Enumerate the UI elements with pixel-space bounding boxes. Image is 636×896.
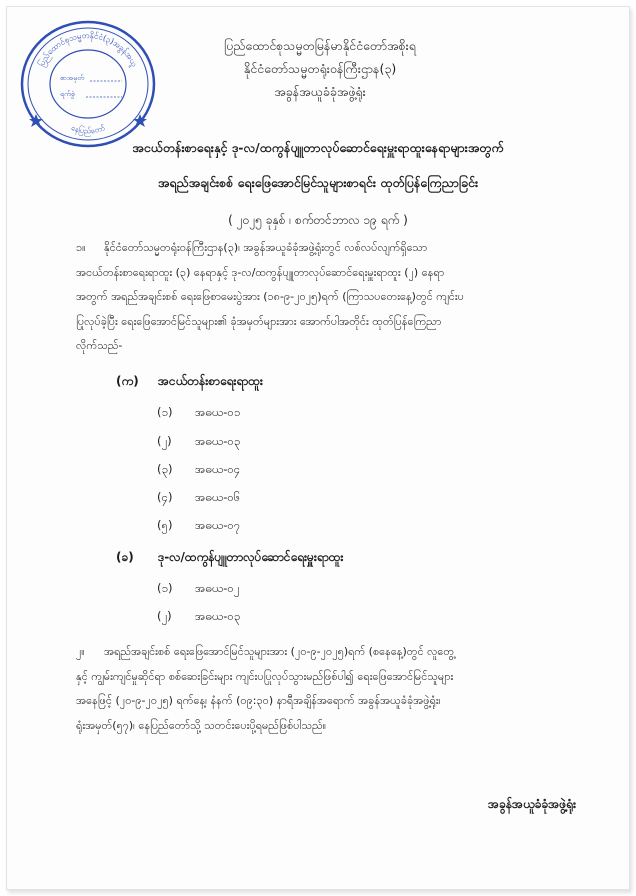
seal-field-date: ရက်စွဲ: [60, 90, 75, 98]
list-item: [157, 434, 240, 451]
paragraph-line: အငယ်တန်းစာရေးရာထူး (၃) နေရာနှင့် ဒု-လ/ထကွန်ပျူတာလုပ်ဆောင်ရေးမှူးရာထူး (၂) နေရာ: [76, 265, 445, 279]
item-number: (၄): [157, 490, 173, 504]
section-b-heading: [116, 549, 343, 567]
paragraph-line: ရုံးအမှတ်(၅၇)၊ နေပြည်တော်သို့ သတင်းပေးပို့ရမည်ဖြစ်ပါသည်။: [76, 718, 327, 732]
announcement-title-line1: အငယ်တန်းစာရေးနှင့် ဒု-လ/ထကွန်ပျူတာလုပ်ဆောင်ရေးမှူးရာထူးနေရာများအတွက်: [132, 140, 504, 155]
seat-number: အဓယ-၀၃: [195, 609, 241, 623]
seat-number: အဓယ-၀၁: [195, 405, 241, 419]
paragraph-1: [76, 236, 556, 359]
announcement-title-line2: အရည်အချင်းစစ် ရေးဖြေအောင်မြင်သူများစာရင်း ထုတ်ပြန်ကြေညာခြင်း: [157, 175, 479, 190]
paragraph-line: အနေဖြင့် (၂၀-၉-၂၀၂၅) ရက်နေ့၊ နံနက် (၀၉:၃၀) နာရီအချိန်အရောက် အခွန်အယူခံခုံအဖွဲ့ရုံး၊: [76, 694, 441, 707]
section-a-label: (က): [116, 374, 139, 388]
seal-field-number: စာအမှတ်: [60, 74, 85, 82]
paragraph-number: ၂။: [76, 645, 85, 658]
item-number: (၃): [157, 462, 173, 476]
item-number: (၂): [157, 609, 172, 623]
svg-text:နေပြည်တော်: [70, 123, 106, 136]
list-item: [157, 405, 240, 422]
paragraph-text: နိုင်ငံတော်သမ္မတရုံးဝန်ကြီးဌာန(၃)၊ အခွန်အယူခံခုံအဖွဲ့ရုံးတွင် လစ်လပ်လျက်ရှိသော: [104, 241, 428, 254]
paragraph-2: [76, 640, 556, 738]
seat-number: အဓယ-၀၇: [195, 518, 241, 532]
section-b-title: ဒု-လ/ထကွန်ပျူတာလုပ်ဆောင်ရေးမှူးရာထူး: [158, 550, 344, 564]
letterhead: [180, 34, 460, 103]
paragraph-number: ၁။: [76, 241, 86, 254]
office-seal: [18, 18, 158, 150]
list-item: [157, 609, 240, 626]
seat-number: အဓယ-၀၂: [195, 581, 240, 595]
list-item: [157, 490, 240, 507]
paragraph-text: အရည်အချင်းစစ် ရေးဖြေအောင်မြင်သူများအား (၂၀-၉-၂၀၂၅)ရက် (စနေနေ့)တွင် လူတွေ့: [104, 645, 455, 658]
announcement-date: ( ၂၀၂၅ ခုနှစ် ၊ စက်တင်ဘာလ ၁၉ ရက် ): [228, 213, 408, 227]
seat-number: အဓယ-၀၄: [195, 462, 241, 476]
letterhead-office: အခွန်အယူခံခုံအဖွဲ့ရုံး: [274, 84, 366, 99]
paragraph-line: နှင့် ကျွမ်းကျင်မှုဆိုင်ရာ စစ်ဆေးခြင်းများ ကျင်းပပြုလုပ်သွားမည်ဖြစ်ပါ၍ ရေးဖြေအောင်မြင်သူများ: [76, 669, 454, 683]
letterhead-ministry: နိုင်ငံတော်သမ္မတရုံးဝန်ကြီးဌာန(၃): [243, 61, 397, 76]
seal-bottom-text: နေပြည်တော်: [70, 123, 106, 136]
paragraph-line: [76, 640, 556, 665]
seal-ring-text: ပြည်ထောင်စုသမ္မတနိုင်ငံ(၃)အခွန်အယူ: [36, 30, 140, 69]
section-b-label: (ခ): [116, 550, 134, 564]
list-item: [157, 518, 240, 535]
paragraph-line: [76, 236, 556, 261]
letterhead-government: ပြည်ထောင်စုသမ္မတမြန်မာနိုင်ငံတော်အစိုးရ: [224, 38, 416, 53]
item-number: (၁): [157, 581, 173, 595]
signature-office: အခွန်အယူခံခုံအဖွဲ့ရုံး: [488, 797, 576, 811]
paragraph-line: လိုက်သည်-: [76, 339, 123, 352]
list-item: [157, 581, 239, 598]
section-a-title: အငယ်တန်းစာရေးရာထူး: [158, 374, 263, 388]
section-a-heading: [116, 373, 263, 391]
list-item: [157, 462, 240, 479]
item-number: (၁): [157, 405, 173, 419]
item-number: (၂): [157, 434, 172, 448]
item-number: (၅): [157, 518, 173, 532]
paragraph-line: ပြုလုပ်ခဲ့ပြီး ရေးဖြေအောင်မြင်သူများ၏ ခုံအမှတ်များအား အောက်ပါအတိုင်း ထုတ်ပြန်ကြေညာ: [76, 314, 442, 328]
seat-number: အဓယ-၀၆: [195, 490, 241, 504]
paragraph-line: အတွက် အရည်အချင်းစစ် ရေးဖြေစာမေးပွဲအား (၁၈-၉-၂၀၂၅)ရက် (ကြာသပတေးနေ့)တွင် ကျင်းပ: [76, 290, 464, 303]
seat-number: အဓယ-၀၃: [195, 434, 241, 448]
